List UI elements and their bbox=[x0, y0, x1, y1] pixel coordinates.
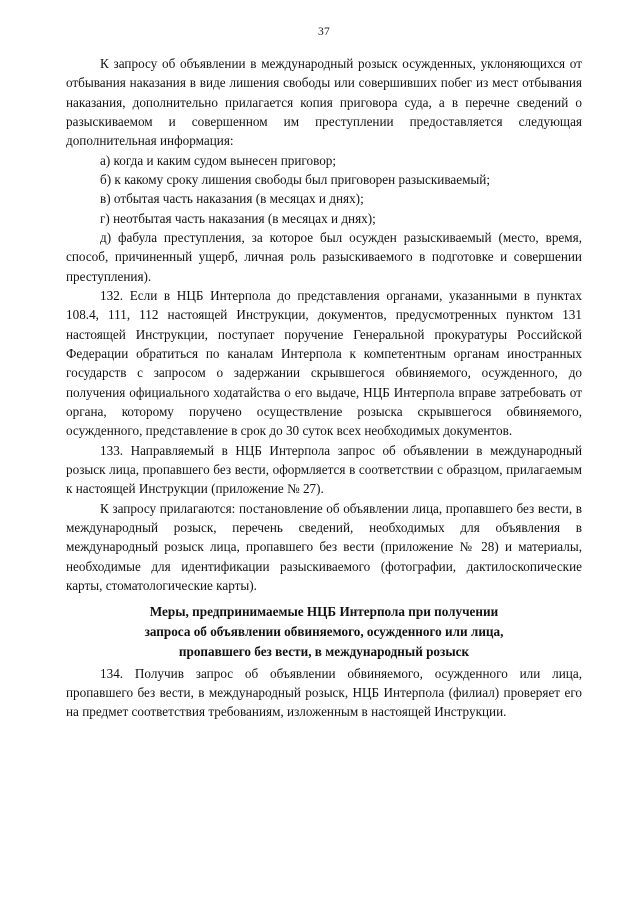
section-heading-line: пропавшего без вести, в международный розыск bbox=[178, 643, 470, 659]
section-heading bbox=[66, 602, 582, 661]
document-body bbox=[66, 54, 582, 722]
list-item: б) к какому сроку лишения свободы был приговорен разыскиваемый; bbox=[100, 171, 491, 187]
list-item: г) неотбытая часть наказания (в месяцах и днях); bbox=[100, 210, 376, 226]
paragraph: 134. Получив запрос об объявлении обвиняемого, осужденного или лица, пропавшего без вести, в международный розыск, НЦБ Интерпола (филиал) проверяет его на предмет соответствия требованиям, изложенным в настоящей Инструкции. bbox=[66, 665, 582, 720]
list-item: в) отбытая часть наказания (в месяцах и днях); bbox=[100, 191, 364, 207]
page-number: 37 bbox=[318, 26, 330, 38]
section-heading-line: Меры, предпринимаемые НЦБ Интерпола при получении bbox=[149, 604, 499, 620]
list-item: а) когда и каким судом вынесен приговор; bbox=[100, 152, 337, 168]
paragraph: К запросу прилагаются: постановление об объявлении лица, пропавшего без вести, в международный розыск, перечень сведений, необходимых для объявления в международный розыск лица, пропавшего без вести (приложение № 28) и материалы, необходимые для идентификации разыскиваемого (фотографии, дактилоскопические карты, стоматологические карты). bbox=[66, 500, 582, 593]
paragraph: д) фабула преступления, за которое был осужден разыскиваемый (место, время, способ, причиненный ущерб, личная роль разыскиваемого в подготовке и совершении преступления). bbox=[66, 229, 582, 284]
paragraph: 132. Если в НЦБ Интерпола до представления органами, указанными в пунктах 108.4, 111, 112 настоящей Инструкции, документов, предусмотренных пунктом 131 настоящей Инструкции, поступает поручение Генеральной прокуратуры Российской Федерации обратиться по каналам Интерпола к компетентным органам иностранных государств с запросом о задержании скрывшегося обвиняемого, осужденного, до получения официального ходатайства о его выдаче, НЦБ Интерпола вправе затребовать от органа, которому поручено осуществление розыска скрывшегося обвиняемого, осужденного, представление в срок до 30 суток всех необходимых документов. bbox=[66, 287, 582, 439]
paragraph: 133. Направляемый в НЦБ Интерпола запрос об объявлении в международный розыск лица, пропавшего без вести, оформляется в соответствии с образцом, прилагаемым к настоящей Инструкции (приложение № 27). bbox=[66, 442, 582, 497]
paragraph: К запросу об объявлении в международный розыск осужденных, уклоняющихся от отбывания наказания в виде лишения свободы или совершивших побег из мест отбывания наказания, дополнительно прилагается копия приговора суда, а в перечне сведений о разыскиваемом и совершенном им преступлении предоставляется следующая дополнительная информация: bbox=[66, 56, 582, 149]
section-heading-line: запроса об объявлении обвиняемого, осужденного или лица, bbox=[144, 623, 504, 639]
